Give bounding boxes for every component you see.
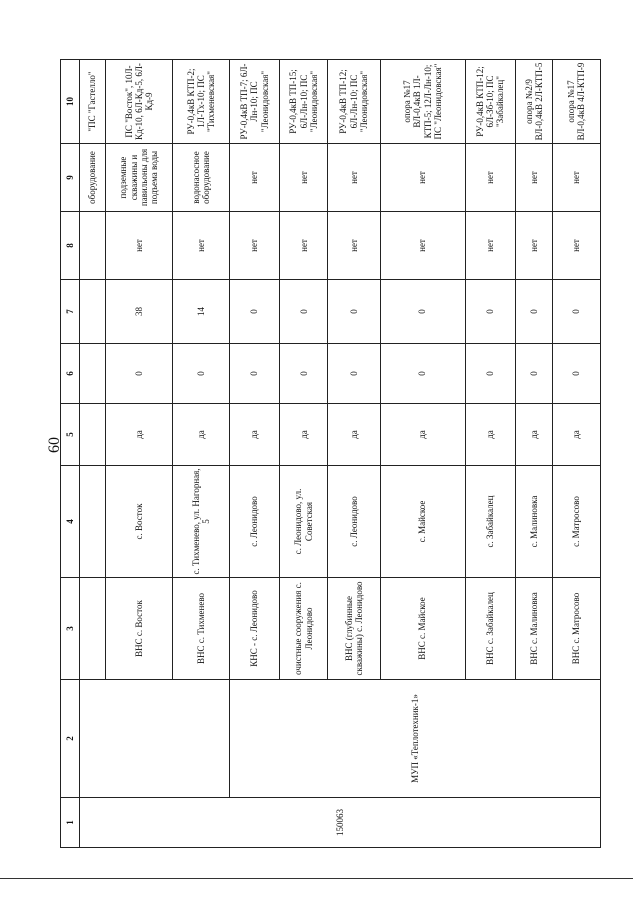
header-cell: 1 [61, 798, 80, 848]
object-cell: ВНС с. Матросово [552, 578, 600, 680]
bottom-divider [0, 878, 633, 879]
power-source-cell: опора №2/9 ВЛ-0,4кВ 2Л-КТП-5 [515, 60, 552, 144]
value-cell: 0 [173, 344, 230, 404]
empty-cell [79, 280, 105, 344]
object-cell: очистные сооружения с. Леонидово [280, 578, 328, 680]
address-cell: с. Восток [105, 466, 173, 578]
empty-cell [79, 680, 230, 798]
object-cell: ВНС с. Малиновка [515, 578, 552, 680]
value-cell: 0 [328, 344, 380, 404]
power-source-cell: РУ-0,4кВ КТП-2; 1Л-Тх-10; ПС "Тихменевская" [173, 60, 230, 144]
organization-cell: МУП «Теплотехник-1» [230, 680, 601, 798]
empty-cell [79, 578, 105, 680]
value-cell: 0 [380, 344, 465, 404]
value-cell: 0 [328, 280, 380, 344]
flag-cell: да [515, 404, 552, 466]
power-source-cell: РУ-0,4кВ ТП-12; 6Л-Лн-10; ПС "Леонидовская" [328, 60, 380, 144]
address-cell: с. Леонидово [328, 466, 380, 578]
equipment-cell: нет [328, 144, 380, 212]
header-cell: 7 [61, 280, 80, 344]
empty-cell [79, 344, 105, 404]
value-cell: 0 [552, 280, 600, 344]
equipment-cell: нет [515, 144, 552, 212]
power-source-cell: РУ-0,4кВ КТП-12; 6Л-Зб-10; ПС "Забайкалец" [465, 60, 515, 144]
value-cell: 14 [173, 280, 230, 344]
value-cell: 0 [105, 344, 173, 404]
value-cell: 0 [515, 280, 552, 344]
status-cell: нет [328, 212, 380, 280]
object-cell: ВНС с. Забайкалец [465, 578, 515, 680]
equipment-cell: нет [280, 144, 328, 212]
value-cell: 38 [105, 280, 173, 344]
empty-cell [79, 466, 105, 578]
status-cell: нет [552, 212, 600, 280]
equipment-cell: нет [230, 144, 280, 212]
header-cell: 10 [61, 60, 80, 144]
value-cell: 0 [230, 280, 280, 344]
flag-cell: да [230, 404, 280, 466]
object-cell: ВНС с. Майское [380, 578, 465, 680]
header-cell: 8 [61, 212, 80, 280]
header-row [61, 60, 80, 848]
object-cell: ВНС (глубинные скважины) с. Леонидово [328, 578, 380, 680]
rotated-table-container [60, 60, 601, 848]
status-cell: нет [515, 212, 552, 280]
object-cell: ВНС с. Восток [105, 578, 173, 680]
table-row [230, 60, 280, 848]
header-cell: 3 [61, 578, 80, 680]
address-cell: с. Леонидово, ул. Советская [280, 466, 328, 578]
equipment-cell: подземные скважины и павильоны для подъема воды [105, 144, 173, 212]
equipment-cell: оборудование [79, 144, 105, 212]
flag-cell: да [328, 404, 380, 466]
power-source-cell: опора №17 ВЛ-0,4кВ 4Л-КТП-9 [552, 60, 600, 144]
equipment-cell: водонасосное оборудование [173, 144, 230, 212]
power-source-cell: "ПС "Гастелло" [79, 60, 105, 144]
address-cell: с. Матросово [552, 466, 600, 578]
header-cell: 6 [61, 344, 80, 404]
header-cell: 9 [61, 144, 80, 212]
group-code-cell: 150063 [79, 798, 600, 848]
flag-cell: да [105, 404, 173, 466]
power-source-cell: ПС "Восток", 10Л-Кд-10, 6Л-Кд-5, 6Л-Кд-9 [105, 60, 173, 144]
status-cell: нет [280, 212, 328, 280]
address-cell: с. Малиновка [515, 466, 552, 578]
header-cell: 4 [61, 466, 80, 578]
address-cell: с. Тихменево, ул. Нагорная, 5 [173, 466, 230, 578]
value-cell: 0 [465, 280, 515, 344]
equipment-cell: нет [380, 144, 465, 212]
status-cell: нет [173, 212, 230, 280]
power-source-cell: опора №17 ВЛ-0,4кВ 1Л-КТП-5; 12Л-Лн-10; ПС "Леонидовская" [380, 60, 465, 144]
status-cell: нет [230, 212, 280, 280]
value-cell: 0 [552, 344, 600, 404]
flag-cell: да [552, 404, 600, 466]
table-row [79, 60, 105, 848]
address-cell: с. Леонидово [230, 466, 280, 578]
status-cell: нет [380, 212, 465, 280]
value-cell: 0 [515, 344, 552, 404]
empty-cell [79, 404, 105, 466]
data-table [60, 59, 601, 848]
equipment-cell: нет [552, 144, 600, 212]
page-number: 60 [46, 437, 63, 453]
value-cell: 0 [280, 280, 328, 344]
value-cell: 0 [230, 344, 280, 404]
flag-cell: да [380, 404, 465, 466]
value-cell: 0 [380, 280, 465, 344]
object-cell: ВНС с. Тихменево [173, 578, 230, 680]
equipment-cell: нет [465, 144, 515, 212]
address-cell: с. Майское [380, 466, 465, 578]
power-source-cell: РУ-0,4кВ ТП-7; 6Л-Лн-10; ПС "Леонидовская" [230, 60, 280, 144]
flag-cell: да [465, 404, 515, 466]
status-cell: нет [465, 212, 515, 280]
flag-cell: да [173, 404, 230, 466]
flag-cell: да [280, 404, 328, 466]
value-cell: 0 [465, 344, 515, 404]
object-cell: КНС - с. Леонидово [230, 578, 280, 680]
empty-cell [79, 212, 105, 280]
address-cell: с. Забайкалец [465, 466, 515, 578]
power-source-cell: РУ-0,4кВ ТП-15; 6Л-Лн-10; ПС "Леонидовская" [280, 60, 328, 144]
header-cell: 2 [61, 680, 80, 798]
status-cell: нет [105, 212, 173, 280]
value-cell: 0 [280, 344, 328, 404]
header-cell: 5 [61, 404, 80, 466]
